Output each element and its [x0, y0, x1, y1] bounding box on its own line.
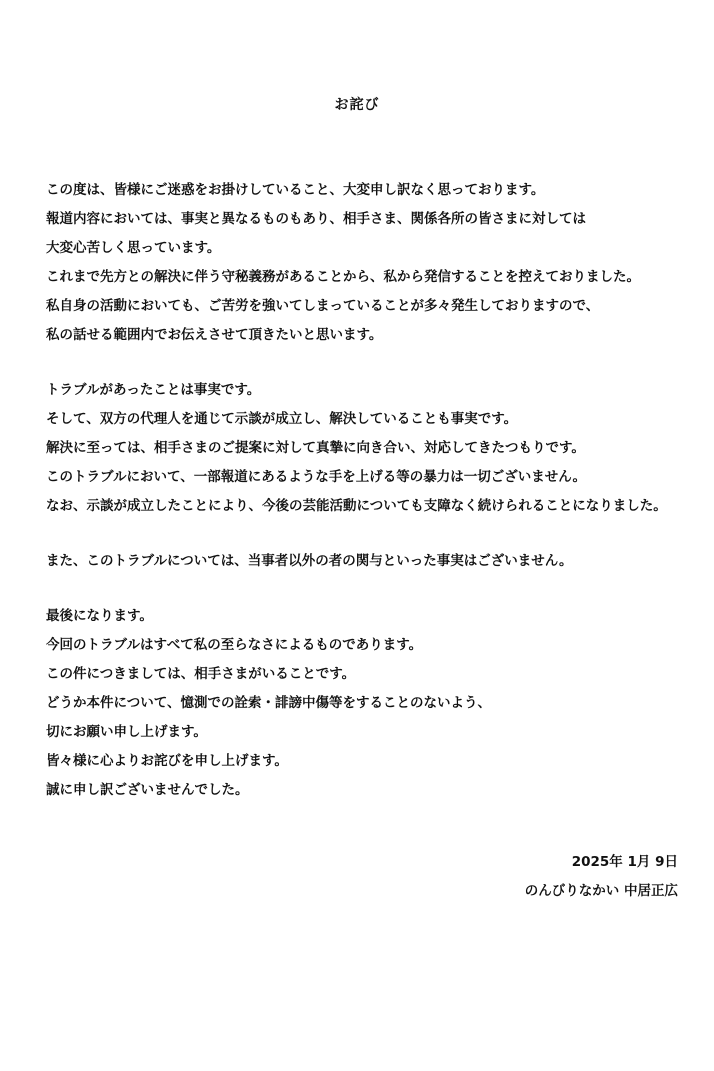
text-line: 今回のトラブルはすべて私の至らなさによるものであります。: [46, 637, 423, 653]
text-line: 大変心苦しく思っています。: [46, 240, 221, 256]
text-line: 最後になります。: [46, 608, 153, 624]
paragraph-4: [46, 602, 696, 805]
text-line: 私自身の活動においても、ご苦労を強いてしまっていることが多々発生しておりますので、: [46, 298, 600, 314]
text-line: 切にお願い申し上げます。: [46, 724, 207, 740]
text-line: なお、示談が成立したことにより、今後の芸能活動についても支障なく続けられることになりました。: [46, 498, 667, 514]
text-line: 誠に申し訳ございませんでした。: [46, 782, 249, 798]
document-title: お詫び: [334, 97, 380, 113]
text-line: 私の話せる範囲内でお伝えさせて頂きたいと思います。: [46, 327, 383, 343]
text-line: 解決に至っては、相手さまのご提案に対して真摯に向き合い、対応してきたつもりです。: [46, 440, 585, 456]
text-line: 皆々様に心よりお詫びを申し上げます。: [46, 753, 288, 769]
paragraph-3: [46, 547, 696, 576]
text-line: また、このトラブルについては、当事者以外の者の関与といった事実はございません。: [46, 553, 573, 569]
text-line: トラブルがあったことは事実です。: [46, 382, 261, 398]
document-author: のんびりなかい 中居正広: [524, 883, 678, 899]
signature-block: [525, 848, 678, 906]
text-line: この度は、皆様にご迷惑をお掛けしていること、大変申し訳なく思っております。: [46, 182, 545, 198]
text-line: これまで先方との解決に伴う守秘義務があることから、私から発信することを控えておりました。: [46, 269, 640, 285]
text-line: この件につきましては、相手さまがいることです。: [46, 666, 356, 682]
text-line: 報道内容においては、事実と異なるものもあり、相手さま、関係各所の皆さまに対しては: [46, 211, 586, 227]
text-line: このトラブルにおいて、一部報道にあるような手を上げる等の暴力は一切ございません。: [46, 469, 586, 485]
document-body: [46, 176, 696, 831]
text-line: そして、双方の代理人を通じて示談が成立し、解決していることも事実です。: [46, 411, 518, 427]
paragraph-2: [46, 376, 696, 521]
text-line: どうか本件について、憶測での詮索・誹謗中傷等をすることのないよう、: [46, 695, 491, 711]
document-date: 2025年 1月 9日: [571, 854, 678, 870]
paragraph-1: [46, 176, 696, 350]
